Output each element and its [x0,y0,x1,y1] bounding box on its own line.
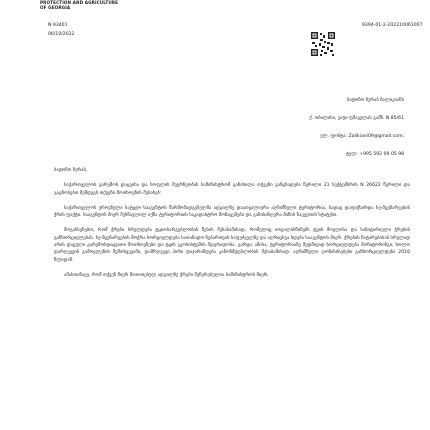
paragraph-2: საქართველოს ეროვნული სატყეო სააგენტოს წარმომადგენელმა ადგილზე დაათვალიერა აღნიშნული ტერიტორია, სადაც დაფიქსირდა ხე-მცენარეების ჭრის ფაქტი. სააგენტოს მიერ შესწავლილ იქნა ტერიტორიის საკადასტრო მონაცემები და განისაზღვრა მიწის ნაკვეთის სტატუსი. [54,205,410,219]
greeting: ბატონო ზურაბ, [54,168,88,173]
qr-code-icon [310,31,336,57]
addressee-name: ბატონო ზურაბ ზალიკიანს [346,98,404,103]
ministry-name: PROTECTION AND AGRICULTURE OF GEORGIA [40,0,119,10]
addressee-address: ქ. თბილისი, ვაჟა-ფშაველას გამზ. N 85/61 [309,116,404,121]
addressee-email: ელ. ფოსტა: Zalikiani09@gmail.com; [320,134,404,139]
registration-code: 9394-01-2-202210061007 [362,23,423,28]
paragraph-3: მოგახსენებთ, რომ ჭრები სრულდება ტყითსარგებლობის წესის შესაბამისად, რომელიც ითვალისწინებს ტყის მოვლისა და სანიტარიული ჭრების განხორციელებას. ხე-მცენარეების მოჭრა ხორციელდება სათანადო ნებართვის საფუძველზე და აღრიცხვა ხდება სააგენტოს მიერ. ჭრების ჩატარებისას სრულად არის დაცული გარემოსდაცვითი მოთხოვნები და ტყის ეკოსისტემის მდგრადობა. გარდა ამისა, ტერიტორიაზე მუდმივად ხორციელდება მონიტორინგი, ხოლო დარღვევის გამოვლენის შემთხვევაში, დამრღვევი პირი დაჯარიმდება კანონმდებლობის შესაბამისად. აღნიშნული ღონისძიებები განხორციელდება 2016 წლიდან. [54,228,410,263]
addressee-block [244,92,404,164]
paragraph-4: ამასთანავე, რომ თქვენ მიერ მითითებულ ადგილზე ჭრები შეჩერებულია სამინისტროს მიერ. [64,272,269,278]
paragraph-1: საქართველოს გარემოს დაცვისა და სოფლის მეურნეობის სამინისტრომ განიხილა თქვენი განცხადება წერილი 21 სექტემბრის N 26622 წერილი და გაცნობებთ შემდეგს თქვენი მოთხოვნის შესახებ: [54,183,410,196]
addressee-phone: ტელ: +995 592 09 05 98 [346,152,404,157]
document-date: 06/10/2022 [48,32,75,37]
document-number: N 93401 [48,23,68,28]
letter-body [54,167,410,287]
